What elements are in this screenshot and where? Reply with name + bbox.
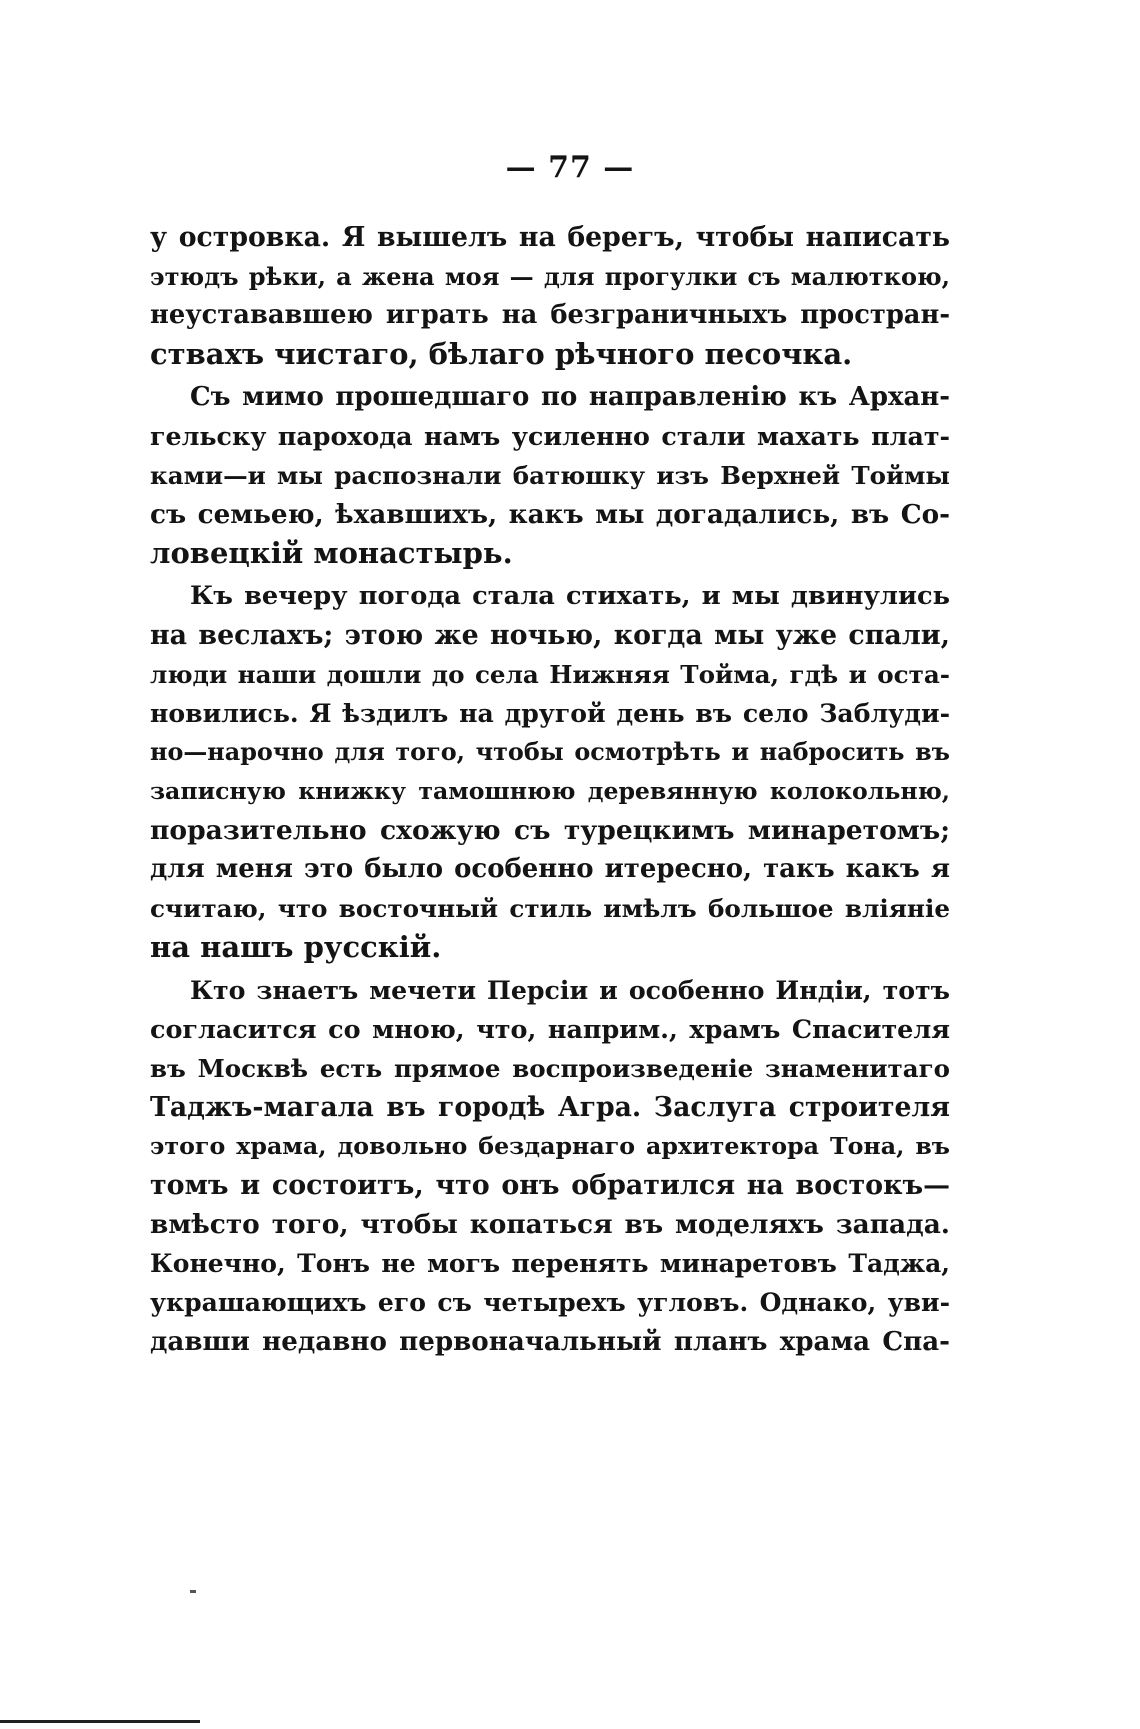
text-line: но—нарочно для того, чтобы осмотрѣть и набросить въ [150,738,950,766]
text-line: записную книжку тамошнюю деревянную колокольню, [150,777,950,805]
text-line: съ семьею, ѣхавшихъ, какъ мы догадались, въ Со- [150,499,950,530]
text-line: поразительно схожую съ турецкимъ минаретомъ; [150,815,950,846]
text-line: ками—и мы распознали батюшку изъ Верхней Тоймы [150,461,950,490]
text-line: люди наши дошли до села Нижняя Тойма, гдѣ и оста- [150,660,950,689]
text-line: Кто знаетъ мечети Персіи и особенно Индіи, тотъ [190,975,950,1005]
text-line: этюдъ рѣки, а жена моя — для прогулки съ малюткою, [150,262,950,291]
text-line: Къ вечеру погода стала стихать, и мы двинулись [190,581,950,611]
text-line: гельску парохода намъ усиленно стали махать плат- [150,421,950,451]
ink-speck [190,1590,196,1593]
body-text [150,218,950,1361]
text-line: считаю, что восточный стиль имѣлъ большое вліяніе [150,894,950,923]
scan-edge-line [0,1720,200,1723]
text-line: новились. Я ѣздилъ на другой день въ село Заблуди- [150,698,950,728]
text-line: ловецкій монастырь. [150,536,513,570]
text-line: Конечно, Тонъ не могъ перенять минаретовъ Таджа, [150,1248,950,1278]
text-line: этого храма, довольно бездарнаго архитектора Тона, въ [150,1132,950,1160]
text-line: вмѣсто того, чтобы копаться въ моделяхъ запада. [150,1209,950,1240]
text-line: неустававшею играть на безграничныхъ простран- [150,300,950,330]
text-line: у островка. Я вышелъ на берегъ, чтобы написать [150,222,950,253]
text-line: согласится со мною, что, наприм., храмъ Спасителя [150,1014,950,1044]
page-number: — 77 — [505,150,635,185]
text-line: Таджъ-магала въ городѣ Агра. Заслуга строителя [150,1092,950,1123]
text-line: давши недавно первоначальный планъ храма Спа- [150,1326,950,1357]
text-line: ствахъ чистаго, бѣлаго рѣчного песочка. [150,337,853,371]
text-line: на веслахъ; этою же ночью, когда мы уже спали, [150,620,950,651]
text-line: томъ и состоитъ, что онъ обратился на востокъ— [150,1170,950,1201]
text-line: Съ мимо прошедшаго по направленію къ Архан- [190,382,950,412]
text-line: для меня это было особенно итересно, такъ какъ я [150,854,950,884]
text-line: въ Москвѣ есть прямое воспроизведеніе знаменитаго [150,1054,950,1083]
text-line: украшающихъ его съ четырехъ угловъ. Однако, уви- [150,1287,950,1317]
text-line: на нашъ русскій. [150,930,442,964]
